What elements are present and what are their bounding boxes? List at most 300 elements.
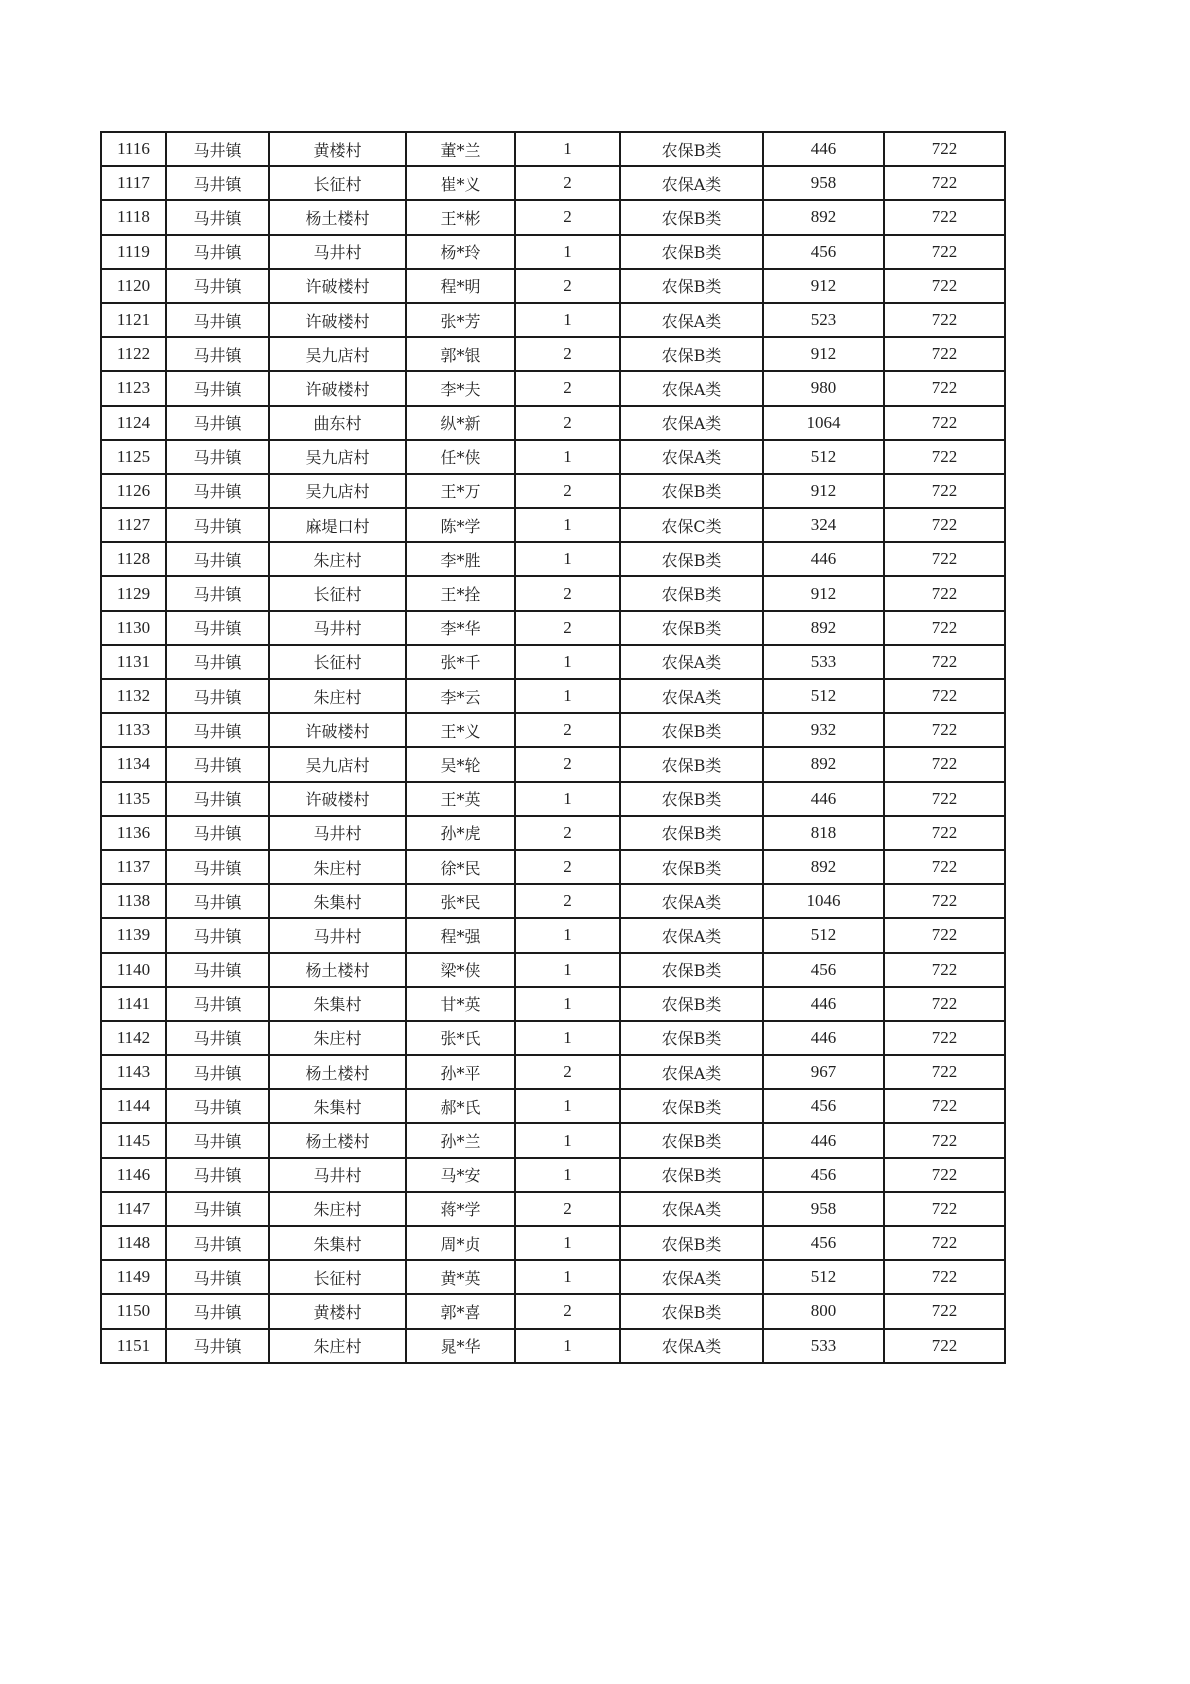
insurance-category-cell: 农保A类: [620, 166, 763, 200]
standard-cell: 722: [884, 542, 1005, 576]
household-size-cell: 1: [515, 918, 620, 952]
town-cell: 马井镇: [166, 1260, 269, 1294]
amount-cell: 1046: [763, 884, 884, 918]
insurance-category-cell: 农保B类: [620, 1123, 763, 1157]
village-cell: 朱庄村: [269, 542, 406, 576]
standard-cell: 722: [884, 1226, 1005, 1260]
town-cell: 马井镇: [166, 747, 269, 781]
insurance-category-cell: 农保B类: [620, 200, 763, 234]
serial-number-cell: 1146: [101, 1158, 166, 1192]
table-row: [101, 303, 1005, 337]
village-cell: 朱集村: [269, 1226, 406, 1260]
amount-cell: 512: [763, 1260, 884, 1294]
household-size-cell: 2: [515, 406, 620, 440]
town-cell: 马井镇: [166, 576, 269, 610]
town-cell: 马井镇: [166, 1089, 269, 1123]
serial-number-cell: 1148: [101, 1226, 166, 1260]
table-row: [101, 850, 1005, 884]
village-cell: 麻堤口村: [269, 508, 406, 542]
table-row: [101, 371, 1005, 405]
household-size-cell: 1: [515, 1021, 620, 1055]
amount-cell: 932: [763, 713, 884, 747]
serial-number-cell: 1139: [101, 918, 166, 952]
town-cell: 马井镇: [166, 542, 269, 576]
table-row: [101, 953, 1005, 987]
serial-number-cell: 1126: [101, 474, 166, 508]
insurance-category-cell: 农保B类: [620, 816, 763, 850]
household-size-cell: 2: [515, 816, 620, 850]
insurance-category-cell: 农保C类: [620, 508, 763, 542]
household-size-cell: 1: [515, 987, 620, 1021]
table-row: [101, 1260, 1005, 1294]
serial-number-cell: 1134: [101, 747, 166, 781]
table-body: [101, 132, 1005, 1363]
standard-cell: 722: [884, 576, 1005, 610]
table-row: [101, 1226, 1005, 1260]
serial-number-cell: 1144: [101, 1089, 166, 1123]
insurance-category-cell: 农保A类: [620, 884, 763, 918]
amount-cell: 523: [763, 303, 884, 337]
name-cell: 郭*喜: [406, 1294, 515, 1328]
table-row: [101, 1192, 1005, 1226]
household-size-cell: 2: [515, 1192, 620, 1226]
serial-number-cell: 1123: [101, 371, 166, 405]
serial-number-cell: 1143: [101, 1055, 166, 1089]
village-cell: 朱庄村: [269, 1329, 406, 1363]
insurance-category-cell: 农保B类: [620, 850, 763, 884]
serial-number-cell: 1150: [101, 1294, 166, 1328]
standard-cell: 722: [884, 371, 1005, 405]
village-cell: 马井村: [269, 816, 406, 850]
town-cell: 马井镇: [166, 1226, 269, 1260]
amount-cell: 912: [763, 474, 884, 508]
household-size-cell: 2: [515, 713, 620, 747]
table-row: [101, 542, 1005, 576]
household-size-cell: 1: [515, 440, 620, 474]
household-size-cell: 2: [515, 337, 620, 371]
serial-number-cell: 1147: [101, 1192, 166, 1226]
household-size-cell: 1: [515, 679, 620, 713]
amount-cell: 912: [763, 337, 884, 371]
name-cell: 张*千: [406, 645, 515, 679]
serial-number-cell: 1129: [101, 576, 166, 610]
serial-number-cell: 1133: [101, 713, 166, 747]
amount-cell: 892: [763, 200, 884, 234]
town-cell: 马井镇: [166, 371, 269, 405]
village-cell: 许破楼村: [269, 269, 406, 303]
household-size-cell: 2: [515, 1055, 620, 1089]
village-cell: 曲东村: [269, 406, 406, 440]
name-cell: 李*云: [406, 679, 515, 713]
town-cell: 马井镇: [166, 337, 269, 371]
insurance-category-cell: 农保B类: [620, 132, 763, 166]
serial-number-cell: 1122: [101, 337, 166, 371]
table-row: [101, 918, 1005, 952]
amount-cell: 912: [763, 269, 884, 303]
insurance-category-cell: 农保B类: [620, 713, 763, 747]
table-row: [101, 1021, 1005, 1055]
table-row: [101, 337, 1005, 371]
insurance-category-cell: 农保B类: [620, 576, 763, 610]
serial-number-cell: 1120: [101, 269, 166, 303]
table-row: [101, 576, 1005, 610]
household-size-cell: 1: [515, 1123, 620, 1157]
village-cell: 吴九店村: [269, 337, 406, 371]
amount-cell: 533: [763, 1329, 884, 1363]
name-cell: 甘*英: [406, 987, 515, 1021]
serial-number-cell: 1141: [101, 987, 166, 1021]
serial-number-cell: 1140: [101, 953, 166, 987]
amount-cell: 818: [763, 816, 884, 850]
household-size-cell: 1: [515, 1089, 620, 1123]
standard-cell: 722: [884, 918, 1005, 952]
table-row: [101, 645, 1005, 679]
standard-cell: 722: [884, 1123, 1005, 1157]
town-cell: 马井镇: [166, 782, 269, 816]
village-cell: 杨土楼村: [269, 200, 406, 234]
household-size-cell: 2: [515, 269, 620, 303]
town-cell: 马井镇: [166, 1021, 269, 1055]
standard-cell: 722: [884, 337, 1005, 371]
name-cell: 郝*氏: [406, 1089, 515, 1123]
name-cell: 晁*华: [406, 1329, 515, 1363]
serial-number-cell: 1131: [101, 645, 166, 679]
insurance-category-cell: 农保A类: [620, 406, 763, 440]
name-cell: 程*明: [406, 269, 515, 303]
amount-cell: 892: [763, 747, 884, 781]
household-size-cell: 1: [515, 303, 620, 337]
town-cell: 马井镇: [166, 953, 269, 987]
town-cell: 马井镇: [166, 303, 269, 337]
town-cell: 马井镇: [166, 679, 269, 713]
household-size-cell: 1: [515, 235, 620, 269]
amount-cell: 1064: [763, 406, 884, 440]
town-cell: 马井镇: [166, 918, 269, 952]
name-cell: 王*义: [406, 713, 515, 747]
town-cell: 马井镇: [166, 1192, 269, 1226]
name-cell: 张*氏: [406, 1021, 515, 1055]
standard-cell: 722: [884, 1329, 1005, 1363]
town-cell: 马井镇: [166, 508, 269, 542]
table-row: [101, 884, 1005, 918]
insurance-category-cell: 农保B类: [620, 987, 763, 1021]
serial-number-cell: 1130: [101, 611, 166, 645]
name-cell: 孙*平: [406, 1055, 515, 1089]
household-size-cell: 1: [515, 132, 620, 166]
household-size-cell: 2: [515, 747, 620, 781]
standard-cell: 722: [884, 166, 1005, 200]
village-cell: 许破楼村: [269, 303, 406, 337]
standard-cell: 722: [884, 406, 1005, 440]
village-cell: 黄楼村: [269, 132, 406, 166]
relief-recipients-table: [100, 131, 1006, 1364]
name-cell: 王*万: [406, 474, 515, 508]
table-row: [101, 713, 1005, 747]
insurance-category-cell: 农保A类: [620, 303, 763, 337]
table-row: [101, 611, 1005, 645]
amount-cell: 980: [763, 371, 884, 405]
table-row: [101, 166, 1005, 200]
village-cell: 朱庄村: [269, 1192, 406, 1226]
household-size-cell: 2: [515, 166, 620, 200]
name-cell: 李*夫: [406, 371, 515, 405]
serial-number-cell: 1135: [101, 782, 166, 816]
standard-cell: 722: [884, 850, 1005, 884]
insurance-category-cell: 农保A类: [620, 371, 763, 405]
town-cell: 马井镇: [166, 1329, 269, 1363]
name-cell: 崔*义: [406, 166, 515, 200]
town-cell: 马井镇: [166, 850, 269, 884]
name-cell: 纵*新: [406, 406, 515, 440]
town-cell: 马井镇: [166, 884, 269, 918]
town-cell: 马井镇: [166, 987, 269, 1021]
insurance-category-cell: 农保B类: [620, 1021, 763, 1055]
insurance-category-cell: 农保B类: [620, 1089, 763, 1123]
town-cell: 马井镇: [166, 611, 269, 645]
amount-cell: 446: [763, 987, 884, 1021]
standard-cell: 722: [884, 1021, 1005, 1055]
insurance-category-cell: 农保B类: [620, 953, 763, 987]
village-cell: 朱庄村: [269, 1021, 406, 1055]
insurance-category-cell: 农保B类: [620, 782, 763, 816]
standard-cell: 722: [884, 269, 1005, 303]
amount-cell: 446: [763, 1123, 884, 1157]
insurance-category-cell: 农保A类: [620, 1055, 763, 1089]
name-cell: 陈*学: [406, 508, 515, 542]
village-cell: 许破楼村: [269, 782, 406, 816]
name-cell: 吴*轮: [406, 747, 515, 781]
amount-cell: 456: [763, 1226, 884, 1260]
amount-cell: 456: [763, 953, 884, 987]
town-cell: 马井镇: [166, 269, 269, 303]
name-cell: 王*拴: [406, 576, 515, 610]
name-cell: 杨*玲: [406, 235, 515, 269]
household-size-cell: 2: [515, 884, 620, 918]
town-cell: 马井镇: [166, 440, 269, 474]
name-cell: 王*英: [406, 782, 515, 816]
village-cell: 朱庄村: [269, 850, 406, 884]
household-size-cell: 1: [515, 645, 620, 679]
standard-cell: 722: [884, 987, 1005, 1021]
insurance-category-cell: 农保B类: [620, 1294, 763, 1328]
town-cell: 马井镇: [166, 645, 269, 679]
household-size-cell: 1: [515, 953, 620, 987]
name-cell: 郭*银: [406, 337, 515, 371]
village-cell: 长征村: [269, 166, 406, 200]
household-size-cell: 1: [515, 1226, 620, 1260]
village-cell: 杨土楼村: [269, 953, 406, 987]
amount-cell: 456: [763, 1158, 884, 1192]
table-row: [101, 1123, 1005, 1157]
serial-number-cell: 1132: [101, 679, 166, 713]
table-row: [101, 679, 1005, 713]
table-row: [101, 474, 1005, 508]
village-cell: 黄楼村: [269, 1294, 406, 1328]
village-cell: 马井村: [269, 918, 406, 952]
standard-cell: 722: [884, 235, 1005, 269]
standard-cell: 722: [884, 611, 1005, 645]
name-cell: 马*安: [406, 1158, 515, 1192]
table-row: [101, 269, 1005, 303]
standard-cell: 722: [884, 679, 1005, 713]
town-cell: 马井镇: [166, 166, 269, 200]
household-size-cell: 1: [515, 508, 620, 542]
village-cell: 吴九店村: [269, 747, 406, 781]
serial-number-cell: 1124: [101, 406, 166, 440]
amount-cell: 892: [763, 850, 884, 884]
insurance-category-cell: 农保A类: [620, 645, 763, 679]
town-cell: 马井镇: [166, 406, 269, 440]
standard-cell: 722: [884, 1089, 1005, 1123]
standard-cell: 722: [884, 508, 1005, 542]
insurance-category-cell: 农保A类: [620, 1260, 763, 1294]
town-cell: 马井镇: [166, 235, 269, 269]
serial-number-cell: 1142: [101, 1021, 166, 1055]
serial-number-cell: 1151: [101, 1329, 166, 1363]
standard-cell: 722: [884, 303, 1005, 337]
amount-cell: 446: [763, 542, 884, 576]
standard-cell: 722: [884, 200, 1005, 234]
village-cell: 长征村: [269, 645, 406, 679]
insurance-category-cell: 农保B类: [620, 337, 763, 371]
standard-cell: 722: [884, 782, 1005, 816]
serial-number-cell: 1136: [101, 816, 166, 850]
household-size-cell: 1: [515, 542, 620, 576]
name-cell: 董*兰: [406, 132, 515, 166]
village-cell: 马井村: [269, 1158, 406, 1192]
table-row: [101, 1329, 1005, 1363]
table-row: [101, 200, 1005, 234]
insurance-category-cell: 农保B类: [620, 269, 763, 303]
village-cell: 马井村: [269, 611, 406, 645]
standard-cell: 722: [884, 1158, 1005, 1192]
amount-cell: 324: [763, 508, 884, 542]
amount-cell: 456: [763, 1089, 884, 1123]
insurance-category-cell: 农保A类: [620, 440, 763, 474]
name-cell: 张*芳: [406, 303, 515, 337]
amount-cell: 512: [763, 440, 884, 474]
insurance-category-cell: 农保B类: [620, 747, 763, 781]
village-cell: 马井村: [269, 235, 406, 269]
insurance-category-cell: 农保A类: [620, 1329, 763, 1363]
household-size-cell: 1: [515, 1260, 620, 1294]
standard-cell: 722: [884, 132, 1005, 166]
name-cell: 黄*英: [406, 1260, 515, 1294]
name-cell: 李*华: [406, 611, 515, 645]
household-size-cell: 2: [515, 474, 620, 508]
name-cell: 孙*兰: [406, 1123, 515, 1157]
serial-number-cell: 1137: [101, 850, 166, 884]
serial-number-cell: 1118: [101, 200, 166, 234]
household-size-cell: 1: [515, 782, 620, 816]
insurance-category-cell: 农保B类: [620, 474, 763, 508]
village-cell: 朱庄村: [269, 679, 406, 713]
table-row: [101, 1089, 1005, 1123]
village-cell: 长征村: [269, 576, 406, 610]
amount-cell: 958: [763, 1192, 884, 1226]
village-cell: 长征村: [269, 1260, 406, 1294]
table-row: [101, 440, 1005, 474]
serial-number-cell: 1138: [101, 884, 166, 918]
standard-cell: 722: [884, 440, 1005, 474]
village-cell: 杨土楼村: [269, 1123, 406, 1157]
serial-number-cell: 1116: [101, 132, 166, 166]
table-row: [101, 987, 1005, 1021]
standard-cell: 722: [884, 747, 1005, 781]
serial-number-cell: 1119: [101, 235, 166, 269]
household-size-cell: 2: [515, 576, 620, 610]
household-size-cell: 1: [515, 1158, 620, 1192]
standard-cell: 722: [884, 1260, 1005, 1294]
town-cell: 马井镇: [166, 1123, 269, 1157]
table-row: [101, 747, 1005, 781]
name-cell: 梁*侠: [406, 953, 515, 987]
table-row: [101, 235, 1005, 269]
table-row: [101, 816, 1005, 850]
amount-cell: 892: [763, 611, 884, 645]
village-cell: 许破楼村: [269, 371, 406, 405]
amount-cell: 967: [763, 1055, 884, 1089]
insurance-category-cell: 农保B类: [620, 542, 763, 576]
serial-number-cell: 1145: [101, 1123, 166, 1157]
serial-number-cell: 1117: [101, 166, 166, 200]
household-size-cell: 2: [515, 850, 620, 884]
insurance-category-cell: 农保A类: [620, 679, 763, 713]
table-row: [101, 1158, 1005, 1192]
household-size-cell: 2: [515, 1294, 620, 1328]
amount-cell: 512: [763, 679, 884, 713]
town-cell: 马井镇: [166, 816, 269, 850]
village-cell: 杨土楼村: [269, 1055, 406, 1089]
insurance-category-cell: 农保A类: [620, 918, 763, 952]
name-cell: 孙*虎: [406, 816, 515, 850]
standard-cell: 722: [884, 884, 1005, 918]
town-cell: 马井镇: [166, 200, 269, 234]
standard-cell: 722: [884, 953, 1005, 987]
table-row: [101, 406, 1005, 440]
village-cell: 许破楼村: [269, 713, 406, 747]
standard-cell: 722: [884, 645, 1005, 679]
household-size-cell: 2: [515, 200, 620, 234]
amount-cell: 456: [763, 235, 884, 269]
village-cell: 朱集村: [269, 987, 406, 1021]
insurance-category-cell: 农保B类: [620, 1158, 763, 1192]
name-cell: 李*胜: [406, 542, 515, 576]
table-row: [101, 132, 1005, 166]
table-row: [101, 1055, 1005, 1089]
table-row: [101, 1294, 1005, 1328]
standard-cell: 722: [884, 713, 1005, 747]
town-cell: 马井镇: [166, 1158, 269, 1192]
amount-cell: 533: [763, 645, 884, 679]
town-cell: 马井镇: [166, 1055, 269, 1089]
serial-number-cell: 1128: [101, 542, 166, 576]
amount-cell: 446: [763, 782, 884, 816]
name-cell: 程*强: [406, 918, 515, 952]
amount-cell: 800: [763, 1294, 884, 1328]
town-cell: 马井镇: [166, 132, 269, 166]
serial-number-cell: 1127: [101, 508, 166, 542]
name-cell: 张*民: [406, 884, 515, 918]
town-cell: 马井镇: [166, 713, 269, 747]
table-row: [101, 508, 1005, 542]
standard-cell: 722: [884, 1055, 1005, 1089]
insurance-category-cell: 农保B类: [620, 611, 763, 645]
standard-cell: 722: [884, 474, 1005, 508]
insurance-category-cell: 农保B类: [620, 1226, 763, 1260]
town-cell: 马井镇: [166, 1294, 269, 1328]
insurance-category-cell: 农保B类: [620, 235, 763, 269]
